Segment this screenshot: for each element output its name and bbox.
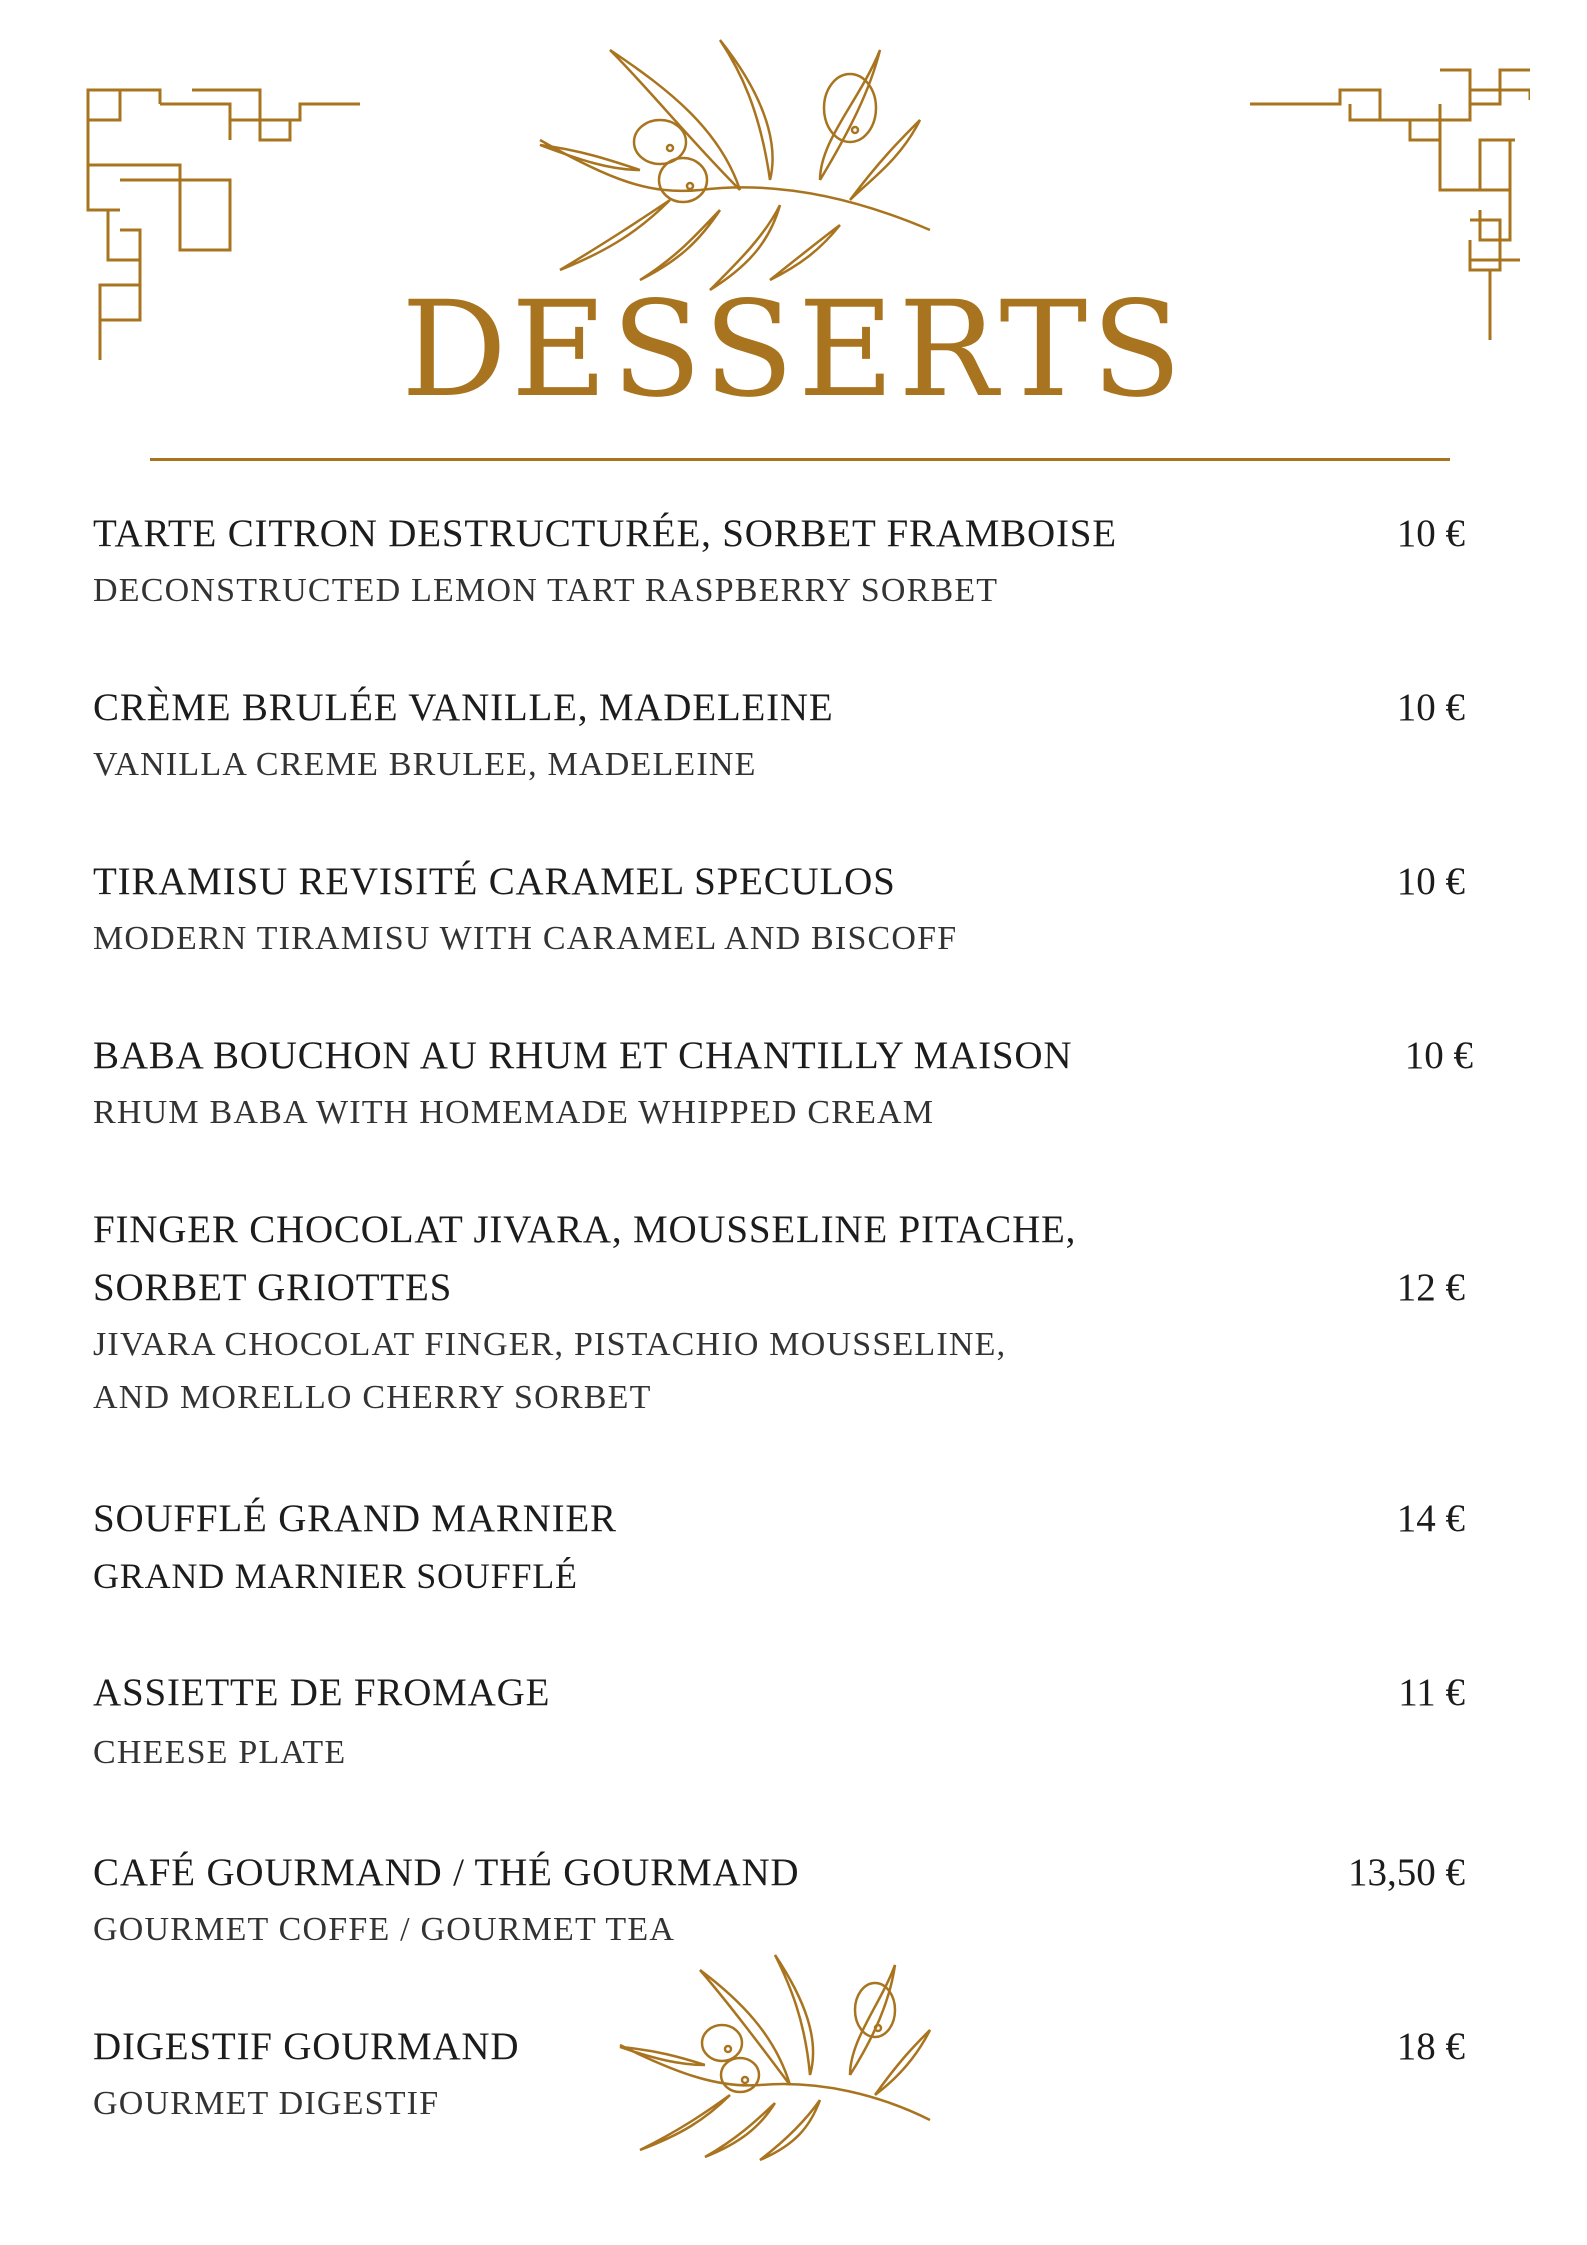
item-name-en: CHEESE PLATE <box>93 1734 347 1771</box>
item-name-fr-line1: FINGER CHOCOLAT JIVARA, MOUSSELINE PITACHE, <box>93 1208 1077 1251</box>
olive-branch-icon <box>520 30 940 300</box>
menu-item <box>93 679 1465 793</box>
item-price: 10 € <box>1404 1034 1473 1077</box>
menu-item <box>93 1664 1465 1784</box>
menu-item <box>93 853 1465 967</box>
item-name-fr: SOUFFLÉ GRAND MARNIER <box>93 1497 617 1540</box>
item-price: 10 € <box>1396 860 1465 903</box>
item-name-fr: ASSIETTE DE FROMAGE <box>93 1671 551 1714</box>
item-name-en: GOURMET COFFE / GOURMET TEA <box>93 1911 676 1948</box>
item-name-en: VANILLA CREME BRULEE, MADELEINE <box>93 746 757 783</box>
item-name-en: GOURMET DIGESTIF <box>93 2085 440 2122</box>
page-title: DESSERTS <box>401 273 1186 427</box>
item-name-fr: TIRAMISU REVISITÉ CARAMEL SPECULOS <box>93 860 896 903</box>
item-name-en-line1: JIVARA CHOCOLAT FINGER, PISTACHIO MOUSSELINE, <box>93 1326 1007 1363</box>
item-price: 10 € <box>1396 512 1465 555</box>
item-name-en: GRAND MARNIER SOUFFLÉ <box>93 1556 578 1596</box>
item-name-en-line2: AND MORELLO CHERRY SORBET <box>93 1379 652 1416</box>
item-name-en: RHUM BABA WITH HOMEMADE WHIPPED CREAM <box>93 1094 935 1131</box>
menu-item <box>93 1844 1465 1958</box>
item-name-en: MODERN TIRAMISU WITH CARAMEL AND BISCOFF <box>93 920 958 957</box>
item-price: 12 € <box>1396 1266 1465 1309</box>
item-price: 13,50 € <box>1348 1851 1465 1894</box>
item-name-fr: BABA BOUCHON AU RHUM ET CHANTILLY MAISON <box>93 1034 1073 1077</box>
item-name-fr: CRÈME BRULÉE VANILLE, MADELEINE <box>93 686 834 729</box>
item-name-fr: DIGESTIF GOURMAND <box>93 2025 520 2068</box>
menu-item <box>93 1490 1465 1604</box>
olive-branch-icon <box>610 1945 940 2165</box>
title-divider <box>150 458 1450 461</box>
menu-item <box>93 505 1465 619</box>
item-name-fr: TARTE CITRON DESTRUCTURÉE, SORBET FRAMBOISE <box>93 512 1117 555</box>
item-price: 10 € <box>1396 686 1465 729</box>
item-price: 11 € <box>1398 1671 1465 1714</box>
item-name-fr: CAFÉ GOURMAND / THÉ GOURMAND <box>93 1851 800 1894</box>
menu-item <box>93 1027 1473 1141</box>
menu-item <box>93 1201 1465 1423</box>
item-price: 18 € <box>1396 2025 1465 2068</box>
item-name-en: DECONSTRUCTED LEMON TART RASPBERRY SORBET <box>93 572 999 609</box>
item-price: 14 € <box>1396 1497 1465 1540</box>
item-name-fr-line2: SORBET GRIOTTES <box>93 1266 453 1309</box>
